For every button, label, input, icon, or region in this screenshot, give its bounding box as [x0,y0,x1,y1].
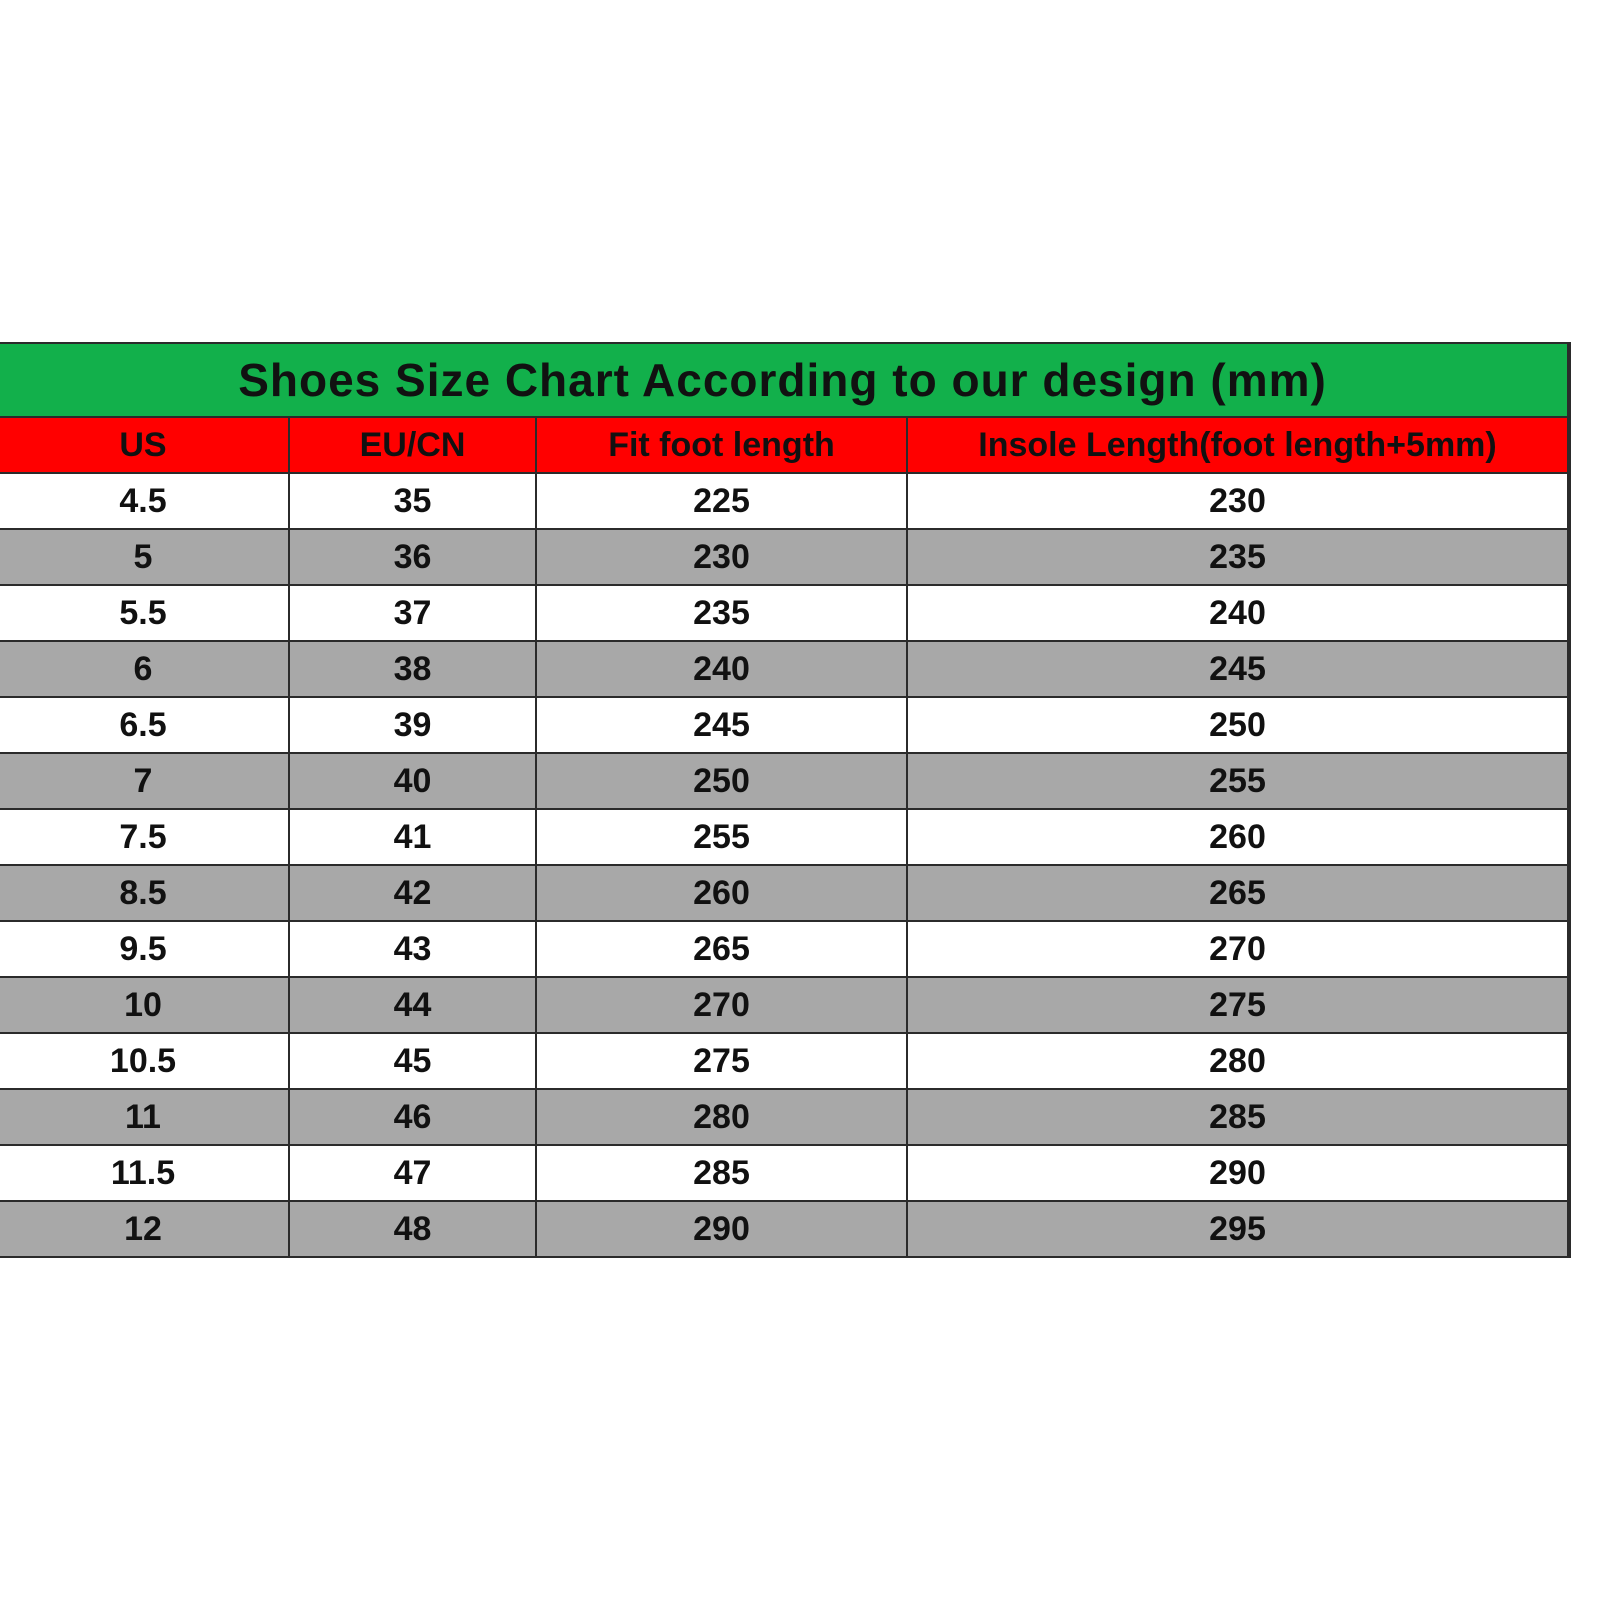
fit-foot-length-cell: 275 [536,1033,907,1089]
eu-cn-cell: 43 [289,921,536,977]
eu-cn-cell: 37 [289,585,536,641]
table-row [0,641,1569,697]
insole-length-cell: 250 [907,697,1569,753]
us-cell: 6 [0,641,289,697]
insole-length-cell: 280 [907,1033,1569,1089]
insole-length-cell: 240 [907,585,1569,641]
fit-foot-length-cell: 250 [536,753,907,809]
fit-foot-length-cell: 240 [536,641,907,697]
fit-foot-length-cell: 285 [536,1145,907,1201]
eu-cn-cell: 47 [289,1145,536,1201]
us-cell: 11.5 [0,1145,289,1201]
eu-cn-cell: 41 [289,809,536,865]
eu-cn-cell: 46 [289,1089,536,1145]
insole-length-cell: 255 [907,753,1569,809]
column-header-insole-length: Insole Length(foot length+5mm) [907,417,1569,473]
us-cell: 10 [0,977,289,1033]
table-row [0,1201,1569,1257]
fit-foot-length-cell: 230 [536,529,907,585]
us-cell: 8.5 [0,865,289,921]
table-row [0,921,1569,977]
table-row [0,753,1569,809]
table-row [0,585,1569,641]
fit-foot-length-cell: 290 [536,1201,907,1257]
insole-length-cell: 295 [907,1201,1569,1257]
fit-foot-length-cell: 265 [536,921,907,977]
us-cell: 5.5 [0,585,289,641]
insole-length-cell: 290 [907,1145,1569,1201]
insole-length-cell: 285 [907,1089,1569,1145]
eu-cn-cell: 39 [289,697,536,753]
column-header-fit-foot-length: Fit foot length [536,417,907,473]
eu-cn-cell: 40 [289,753,536,809]
fit-foot-length-cell: 235 [536,585,907,641]
insole-length-cell: 235 [907,529,1569,585]
table-row [0,1089,1569,1145]
eu-cn-cell: 35 [289,473,536,529]
fit-foot-length-cell: 270 [536,977,907,1033]
insole-length-cell: 275 [907,977,1569,1033]
chart-title: Shoes Size Chart According to our design (mm) [0,343,1569,417]
eu-cn-cell: 38 [289,641,536,697]
fit-foot-length-cell: 225 [536,473,907,529]
insole-length-cell: 245 [907,641,1569,697]
eu-cn-cell: 45 [289,1033,536,1089]
us-cell: 5 [0,529,289,585]
table-row [0,809,1569,865]
fit-foot-length-cell: 260 [536,865,907,921]
table-row [0,697,1569,753]
table-row [0,977,1569,1033]
insole-length-cell: 265 [907,865,1569,921]
eu-cn-cell: 42 [289,865,536,921]
fit-foot-length-cell: 280 [536,1089,907,1145]
us-cell: 10.5 [0,1033,289,1089]
table-row [0,1145,1569,1201]
eu-cn-cell: 36 [289,529,536,585]
eu-cn-cell: 44 [289,977,536,1033]
title-row [0,343,1569,417]
fit-foot-length-cell: 255 [536,809,907,865]
us-cell: 7.5 [0,809,289,865]
fit-foot-length-cell: 245 [536,697,907,753]
insole-length-cell: 260 [907,809,1569,865]
insole-length-cell: 270 [907,921,1569,977]
table-row [0,865,1569,921]
us-cell: 4.5 [0,473,289,529]
insole-length-cell: 230 [907,473,1569,529]
size-chart-table [0,342,1571,1258]
us-cell: 9.5 [0,921,289,977]
eu-cn-cell: 48 [289,1201,536,1257]
table-row [0,473,1569,529]
table-row [0,529,1569,585]
us-cell: 12 [0,1201,289,1257]
column-header-eu-cn: EU/CN [289,417,536,473]
table-row [0,1033,1569,1089]
us-cell: 7 [0,753,289,809]
table-body [0,473,1569,1257]
us-cell: 11 [0,1089,289,1145]
column-header-us: US [0,417,289,473]
header-row [0,417,1569,473]
us-cell: 6.5 [0,697,289,753]
